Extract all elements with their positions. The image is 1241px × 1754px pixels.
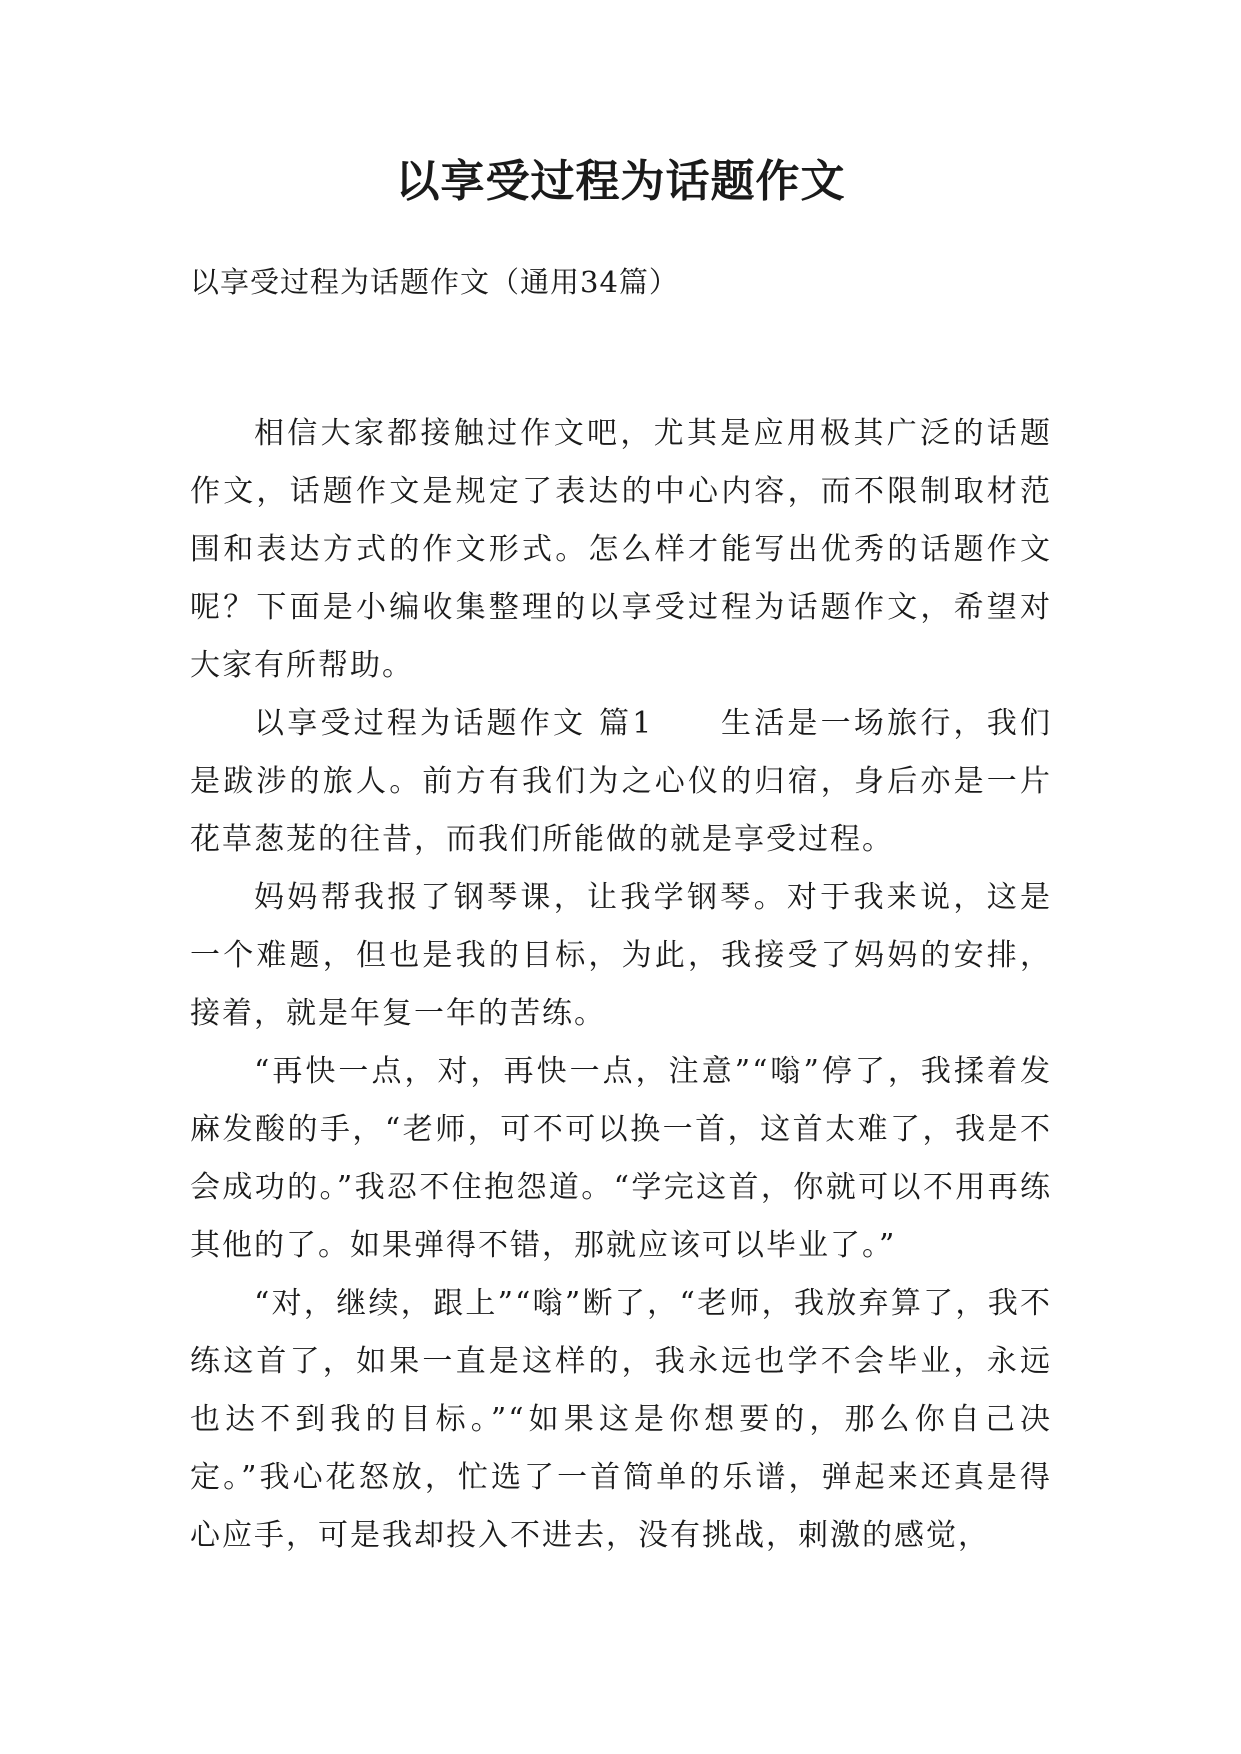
document-body <box>190 405 1052 1565</box>
body-paragraph: “再快一点，对，再快一点，注意”“嗡”停了，我揉着发麻发酸的手，“老师，可不可以换一首，这首太难了，我是不会成功的。”我忍不住抱怨道。“学完这首，你就可以不用再练其他的了。如果弹得不错，那就应该可以毕业了。” <box>190 1054 1052 1263</box>
body-paragraph: 相信大家都接触过作文吧，尤其是应用极其广泛的话题作文，话题作文是规定了表达的中心内容，而不限制取材范围和表达方式的作文形式。怎么样才能写出优秀的话题作文呢？下面是小编收集整理的以享受过程为话题作文，希望对大家有所帮助。 <box>190 416 1052 683</box>
document-title: 以享受过程为话题作文 <box>395 156 846 207</box>
body-paragraph: “对，继续，跟上”“嗡”断了，“老师，我放弃算了，我不练这首了，如果一直是这样的，我永远也学不会毕业，永远也达不到我的目标。”“如果这是你想要的，那么你自己决定。”我心花怒放，忙选了一首简单的乐谱，弹起来还真是得心应手，可是我却投入不进去，没有挑战，刺激的感觉， <box>190 1286 1052 1553</box>
document-subtitle: 以享受过程为话题作文（通用34篇） <box>190 265 679 299</box>
body-paragraph: 妈妈帮我报了钢琴课，让我学钢琴。对于我来说，这是一个难题，但也是我的目标，为此，我接受了妈妈的安排，接着，就是年复一年的苦练。 <box>190 880 1052 1031</box>
body-paragraph: 以享受过程为话题作文 篇1 生活是一场旅行，我们是跋涉的旅人。前方有我们为之心仪的归宿，身后亦是一片花草葱茏的往昔，而我们所能做的就是享受过程。 <box>190 706 1052 857</box>
